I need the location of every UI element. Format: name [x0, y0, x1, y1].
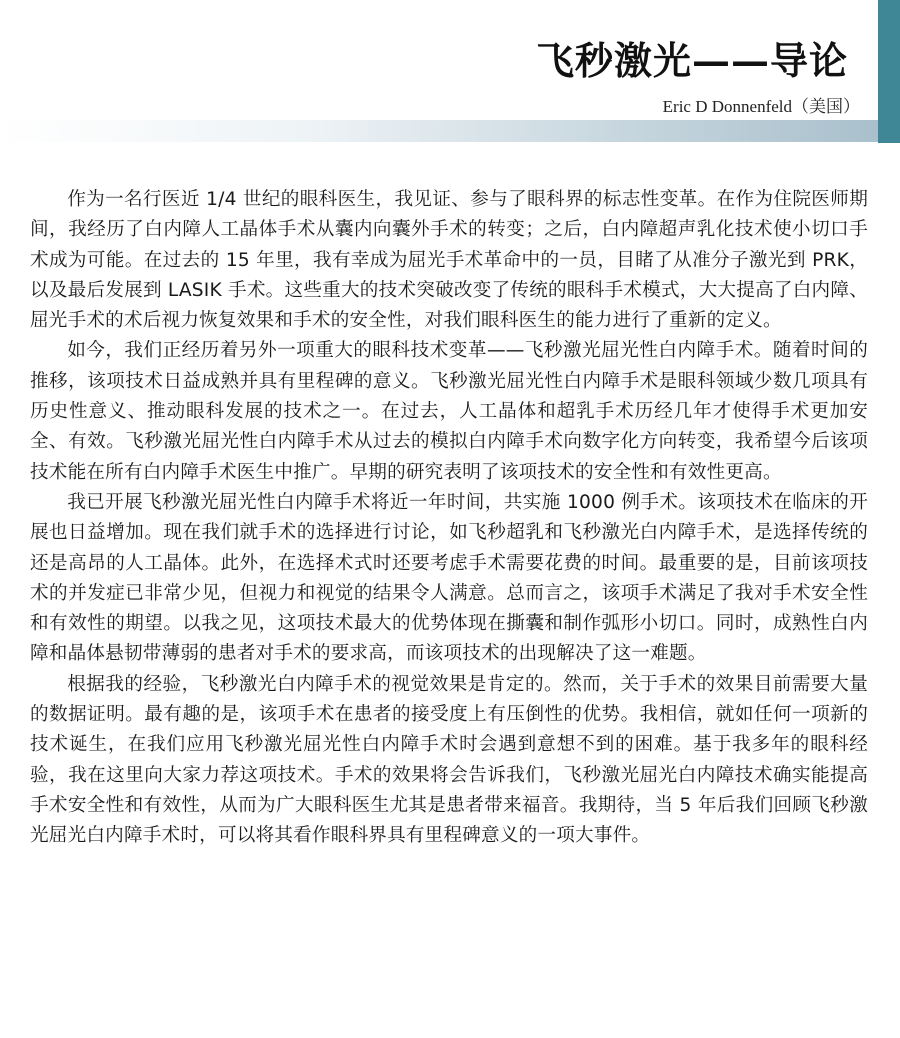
paragraph-1: 作为一名行医近 1/4 世纪的眼科医生，我见证、参与了眼科界的标志性变革。在作为住院医师期间，我经历了白内障人工晶体手术从囊内向囊外手术的转变；之后，白内障超声乳化技术使小切口手术成为可能。在过去的 15 年里，我有幸成为屈光手术革命中的一员，目睹了从准分子激光到 PRK，以及最后发展到 LASIK 手术。这些重大的技术突破改变了传统的眼科手术模式，大大提高了白内障、屈光手术的术后视力恢复效果和手术的安全性，对我们眼科医生的能力进行了重新的定义。 — [30, 189, 868, 332]
header-gradient-band — [0, 120, 878, 142]
author-line: Eric D Donnenfeld（美国） — [662, 97, 860, 116]
body-text — [30, 185, 868, 852]
header-accent-bar — [878, 0, 900, 143]
page-title: 飞秒激光——导论 — [535, 38, 848, 83]
paragraph-2: 如今，我们正经历着另外一项重大的眼科技术变革——飞秒激光屈光性白内障手术。随着时间的推移，该项技术日益成熟并具有里程碑的意义。飞秒激光屈光性白内障手术是眼科领域少数几项具有历史性意义、推动眼科发展的技术之一。在过去，人工晶体和超乳手术历经几年才使得手术更加安全、有效。飞秒激光屈光性白内障手术从过去的模拟白内障手术向数字化方向转变，我希望今后该项技术能在所有白内障手术医生中推广。早期的研究表明了该项技术的安全性和有效性更高。 — [30, 340, 868, 483]
paragraph-4: 根据我的经验，飞秒激光白内障手术的视觉效果是肯定的。然而，关于手术的效果目前需要大量的数据证明。最有趣的是，该项手术在患者的接受度上有压倒性的优势。我相信，就如任何一项新的技术诞生，在我们应用飞秒激光屈光性白内障手术时会遇到意想不到的困难。基于我多年的眼科经验，我在这里向大家力荐这项技术。手术的效果将会告诉我们，飞秒激光屈光白内障技术确实能提高手术安全性和有效性，从而为广大眼科医生尤其是患者带来福音。我期待，当 5 年后我们回顾飞秒激光屈光白内障手术时，可以将其看作眼科界具有里程碑意义的一项大事件。 — [30, 673, 868, 847]
page-header — [0, 0, 900, 145]
paragraph-3: 我已开展飞秒激光屈光性白内障手术将近一年时间，共实施 1000 例手术。该项技术在临床的开展也日益增加。现在我们就手术的选择进行讨论，如飞秒超乳和飞秒激光白内障手术，是选择传统的还是高昂的人工晶体。此外，在选择术式时还要考虑手术需要花费的时间。最重要的是，目前该项技术的并发症已非常少见，但视力和视觉的结果令人满意。总而言之，该项手术满足了我对手术安全性和有效性的期望。以我之见，这项技术最大的优势体现在撕囊和制作弧形小切口。同时，成熟性白内障和晶体悬韧带薄弱的患者对手术的要求高，而该项技术的出现解决了这一难题。 — [30, 491, 868, 665]
